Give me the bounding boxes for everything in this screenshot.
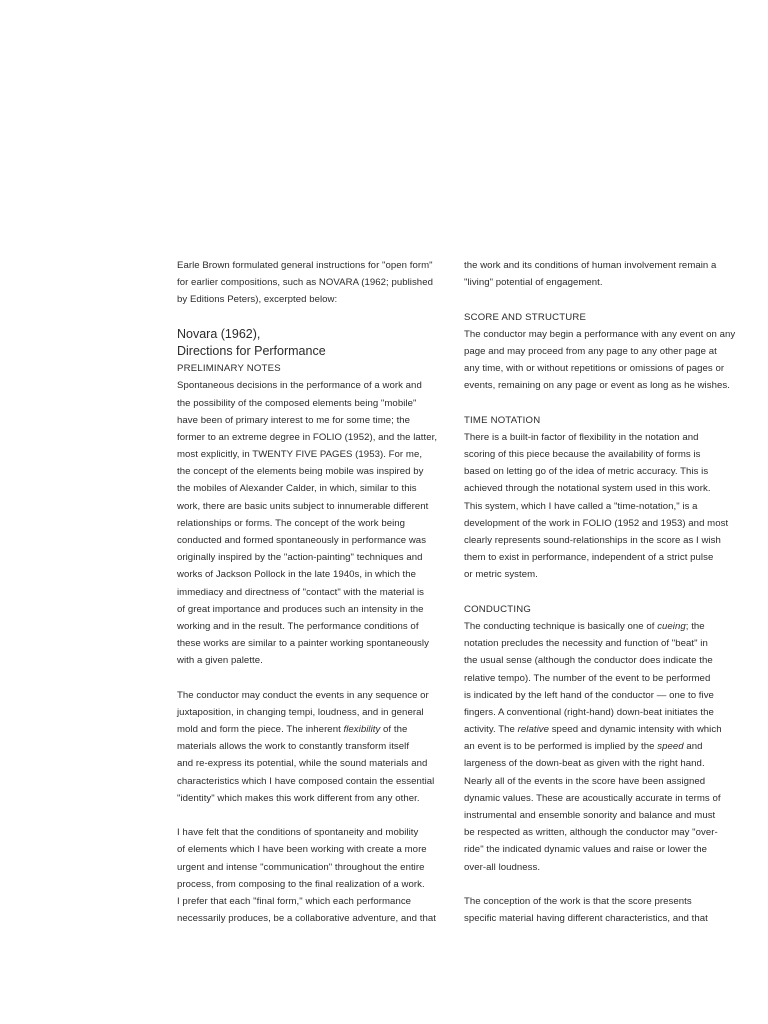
text-line [177,704,452,721]
paragraph-spacer [177,309,452,326]
text-run: work, there are basic units subject to innumerable different [177,500,429,512]
text-line [177,377,452,394]
text-run: The conductor may conduct the events in any sequence or [177,689,429,701]
text-run: Spontaneous decisions in the performance of a work and [177,380,422,392]
paragraph-continuation [464,257,739,291]
text-run: working and in the result. The performance conditions of [177,620,419,632]
text-run: urgent and intense "communication" throughout the entire [177,861,425,873]
text-run: The conductor may begin a performance with any event on any [464,328,736,340]
text-run: achieved through the notational system used in this work. [464,483,711,495]
text-line [464,360,739,377]
italic-text: speed [657,741,684,753]
text-line [464,738,739,755]
text-line [464,893,739,910]
text-line [177,395,452,412]
text-run: This system, which I have called a "time-notation," is a [464,500,698,512]
text-run: based on letting go of the idea of metric accuracy. This is [464,466,709,478]
text-line [464,704,739,721]
intro-paragraph [177,257,452,309]
text-run: events, remaining on any page or event as long as he wishes. [464,380,730,392]
text-run: I prefer that each "final form," which each performance [177,895,412,907]
text-line [177,738,452,755]
text-line [464,807,739,824]
text-run: dynamic values. These are acoustically accurate in terms of [464,792,721,804]
text-run: "identity" which makes this work different from any other. [177,792,420,804]
text-run: relative tempo). The number of the event to be performed [464,672,711,684]
conducting-heading: CONDUCTING [464,603,532,615]
text-line [177,480,452,497]
text-run: characteristics which I have composed contain the essential [177,775,435,787]
text-run: "living" potential of engagement. [464,277,603,289]
text-line [177,635,452,652]
text-line [464,790,739,807]
left-column [177,257,452,927]
text-run: have been of primary interest to me for some time; the [177,414,411,426]
text-run: notation precludes the necessity and function of "beat" in [464,638,708,650]
text-run: any time, with or without repetitions or omissions of pages or [464,363,725,375]
text-run: scoring of this piece because the availability of forms is [464,449,701,461]
text-run: originally inspired by the "action-painting" techniques and [177,552,423,564]
text-line [464,910,739,927]
text-run: There is a built-in factor of flexibility in the notation and [464,431,699,443]
text-run: the concept of the elements being mobile was inspired by [177,466,424,478]
text-run: the usual sense (although the conductor does indicate the [464,655,713,667]
text-line [464,480,739,497]
text-run: these works are similar to a painter working spontaneously [177,638,429,650]
paragraph-spacer [177,807,452,824]
text-line [177,721,452,738]
text-run: juxtaposition, in changing tempi, loudness, and in general [177,706,424,718]
text-line [464,446,739,463]
text-line [177,566,452,583]
subtitle-line: Directions for Performance [177,343,326,358]
text-run: is indicated by the left hand of the conductor — one to five [464,689,714,701]
text-run: former to an extreme degree in FOLIO (1952), and the latter, [177,431,438,443]
text-run: and [683,741,703,753]
paragraph-spontaneity-mobility [177,824,452,927]
text-line [177,498,452,515]
text-run: mold and form the piece. The inherent [177,724,344,736]
text-line [464,841,739,858]
text-line [464,859,739,876]
text-line [464,463,739,480]
text-line [177,755,452,772]
intro-line: Earle Brown formulated general instructions for "open form" [177,260,433,271]
paragraph-score-structure [464,326,739,395]
text-line [177,790,452,807]
text-run: necessarily produces, be a collaborative adventure, and that [177,913,436,925]
text-line [177,618,452,635]
text-run: materials allows the work to constantly transform itself [177,741,410,753]
intro-line: for earlier compositions, such as NOVARA (1962; published [177,277,433,289]
text-run: most explicitly, in TWENTY FIVE PAGES (1953). For me, [177,449,423,461]
text-run: specific material having different characteristics, and that [464,913,708,925]
text-line [464,532,739,549]
text-line [177,532,452,549]
text-run: with a given palette. [177,655,263,667]
text-run: The conducting technique is basically one of [464,620,658,632]
text-line [177,463,452,480]
paragraph-conception [464,893,739,927]
text-run: instrumental and ensemble sonority and balance and must [464,810,716,821]
text-line [177,601,452,618]
text-run: immediacy and directness of "contact" with the material is [177,586,424,598]
text-line [177,859,452,876]
text-line [464,566,739,583]
text-run: largeness of the down-beat as given with the right hand. [464,758,705,770]
paragraph-time-notation [464,429,739,584]
paragraph-spontaneous-decisions [177,377,452,669]
text-run: I have felt that the conditions of spontaneity and mobility [177,827,419,839]
text-line [464,549,739,566]
paragraph-spacer [177,670,452,687]
text-line [464,670,739,687]
text-run: the mobiles of Alexander Calder, in which, similar to this [177,483,417,495]
text-line [177,584,452,601]
text-line [464,687,739,704]
intro-line: by Editions Peters), excerpted below: [177,294,338,306]
text-run: the work and its conditions of human involvement remain a [464,260,717,271]
text-line [464,343,739,360]
text-run: page and may proceed from any page to any other page at [464,345,717,357]
text-run: Nearly all of the events in the score have been assigned [464,775,706,787]
text-line [464,326,739,343]
text-run: an event is to be performed is implied by the [464,741,658,753]
text-line [464,498,739,515]
text-line [464,618,739,635]
text-line [464,721,739,738]
text-run: fingers. A conventional (right-hand) down-beat initiates the [464,706,714,718]
italic-text: relative [517,724,549,736]
text-line [177,429,452,446]
right-column [464,257,739,927]
text-run: works of Jackson Pollock in the late 1940s, in which the [177,569,417,581]
text-run: them to exist in performance, independent of a strict pulse [464,552,714,564]
text-run: and re-express its potential, while the sound materials and [177,758,428,770]
text-run: or metric system. [464,569,538,581]
text-run: ; the [685,620,705,632]
text-line [464,515,739,532]
text-run: over-all loudness. [464,861,541,873]
text-line [177,549,452,566]
text-line [177,841,452,858]
text-line [464,755,739,772]
text-run: speed and dynamic intensity with which [549,724,722,736]
text-run: the possibility of the composed elements being "mobile" [177,397,417,409]
text-line [177,824,452,841]
paragraph-conducting [464,618,739,876]
text-line [464,773,739,790]
text-run: relationships or forms. The concept of the work being [177,517,406,529]
text-run: conducted and formed spontaneously in performance was [177,535,427,547]
document-title [177,326,452,360]
paragraph-conductor-events [177,687,452,807]
paragraph-spacer [464,291,739,308]
title-line: Novara (1962), [177,326,261,341]
text-line [177,910,452,927]
text-line [177,687,452,704]
text-run: clearly represents sound-relationships in the score as I wish [464,535,721,546]
text-line [177,412,452,429]
text-run: process, from composing to the final realization of a work. [177,878,425,890]
text-line [177,515,452,532]
preliminary-notes-heading: PRELIMINARY NOTES [177,363,281,375]
text-run: development of the work in FOLIO (1952 and 1953) and most [464,517,729,529]
paragraph-spacer [464,876,739,893]
text-line [177,446,452,463]
text-run: of the [380,724,408,736]
text-line [464,652,739,669]
score-structure-heading: SCORE AND STRUCTURE [464,311,587,323]
italic-text: flexibility [343,724,381,736]
text-run: ride" the indicated dynamic values and raise or lower the [464,844,708,856]
time-notation-heading: TIME NOTATION [464,414,541,426]
text-run: The conception of the work is that the score presents [464,895,692,907]
text-line [177,652,452,669]
paragraph-spacer [464,395,739,412]
text-run: of elements which I have been working with create a more [177,844,427,856]
italic-text: cueing [657,620,686,632]
text-run: be respected as written, although the conductor may "over- [464,827,718,839]
text-line [464,635,739,652]
paragraph-spacer [464,584,739,601]
text-line [464,824,739,841]
text-line [464,377,739,394]
text-line [177,893,452,910]
text-run: activity. The [464,724,518,736]
text-run: of great importance and produces such an intensity in the [177,603,424,615]
text-line [177,876,452,893]
text-line [464,257,739,274]
text-line [464,274,739,291]
text-line [464,429,739,446]
text-line [177,773,452,790]
